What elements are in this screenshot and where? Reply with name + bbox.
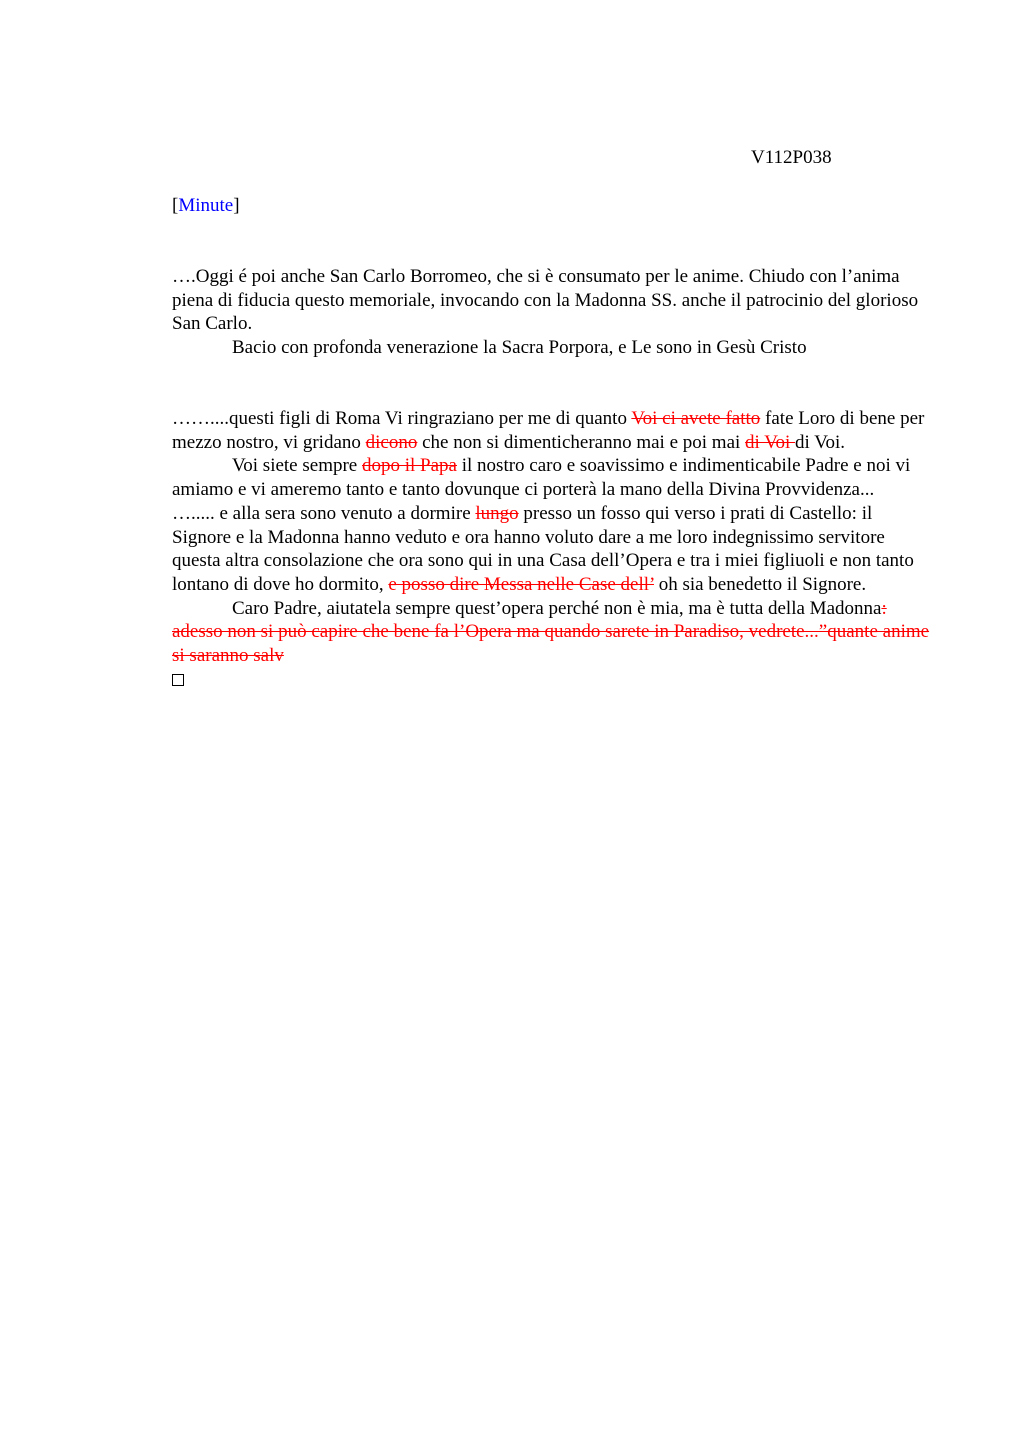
header-open-bracket: [	[172, 195, 179, 216]
text-run: ……....questi figli di Roma Vi ringraziano per me di quanto	[172, 408, 632, 429]
letter-excerpt-2	[172, 407, 932, 691]
deleted-text: : adesso non si può capire che bene fa l’Opera ma quando sarete in Paradiso, vedrete...”quante anime si saranno salv	[172, 597, 930, 667]
closing-paragraph: Bacio con profonda venerazione la Sacra Porpora, e Le sono in Gesù Cristo	[232, 337, 807, 359]
header-close-bracket: ]	[233, 195, 240, 216]
paragraph: ….Oggi é poi anche San Carlo Borromeo, che si è consumato per le anime. Chiudo con l’anima piena di fiducia questo memoriale, invocando con la Madonna SS. anche il patrocinio del glorioso San Carlo.	[172, 266, 919, 335]
paragraph	[172, 597, 932, 668]
text-run: fate Loro di bene per mezzo nostro, vi gridano	[172, 408, 925, 453]
square-box-icon	[172, 674, 184, 686]
paragraph	[172, 407, 932, 454]
deleted-text: dicono	[365, 431, 418, 453]
minute-header	[172, 194, 240, 218]
deleted-text: lungo	[475, 502, 519, 524]
deleted-text: dopo il Papa	[362, 455, 457, 477]
text-run: di Voi.	[795, 431, 846, 453]
text-run: presso un fosso qui verso i prati di Castello: il Signore e la Madonna hanno veduto e ora hanno voluto dare a me loro indegnissimo servitore questa altra consolazione che ora sono qui in una Casa dell’Opera e tra i miei figliuoli e non tanto lontano di dove ho dormito,	[172, 502, 914, 595]
end-marker	[172, 668, 932, 692]
text-run: oh sia benedetto il Signore.	[653, 573, 867, 595]
letter-excerpt-1	[172, 265, 932, 360]
document-id: V112P038	[751, 147, 832, 168]
deleted-text: di Voi	[745, 431, 796, 453]
deleted-text: Voi ci avete fatto	[631, 408, 761, 429]
minute-label: Minute	[178, 195, 234, 216]
deleted-text: e posso dire Messa nelle Case dell’	[388, 573, 654, 595]
text-run: Caro Padre, aiutatela sempre quest’opera perché non è mia, ma è tutta della Madonna	[232, 597, 882, 619]
paragraph	[172, 502, 932, 597]
text-run: …..... e alla sera sono venuto a dormire	[172, 502, 476, 524]
text-run: il nostro caro e soavissimo e indimenticabile Padre e noi vi amiamo e vi ameremo tanto e tanto dovunque ci porterà la mano della Divina Provvidenza...	[172, 455, 911, 501]
text-run: che non si dimenticheranno mai e poi mai	[417, 431, 746, 453]
text-run: Voi siete sempre	[232, 455, 362, 477]
paragraph	[172, 454, 932, 501]
